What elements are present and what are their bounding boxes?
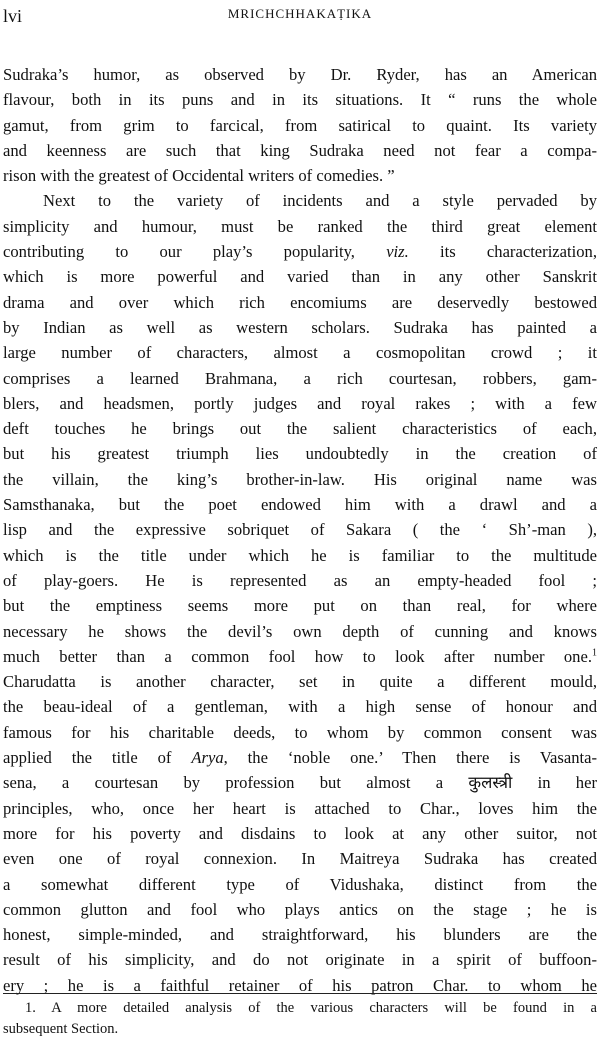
- text-line: large number of characters, almost a cosmopolitan crowd ; it: [3, 343, 597, 363]
- text-run: , the ‘noble one.’ Then there is Vasanta-: [223, 748, 598, 768]
- text-line: [3, 239, 597, 264]
- text-line: lisp and the expressive sobriquet of Sakara ( the ‘ Sh’-man ),: [3, 520, 597, 540]
- text-line: result of his simplicity, and do not originate in a spirit of buffoon-: [3, 950, 597, 970]
- paragraph-2: [3, 188, 597, 998]
- text-line: flavour, both in its puns and in its situations. It “ runs the whole: [3, 90, 597, 110]
- text-line: drama and over which rich encomiums are deservedly bestowed: [3, 292, 597, 312]
- text-line: even one of royal connexion. In Maitreya Sudraka has created: [3, 849, 597, 869]
- footnote-line: subsequent Section.: [3, 1021, 119, 1037]
- footnote: [3, 998, 597, 1040]
- text-line: Next to the variety of incidents and a style pervaded by: [43, 191, 597, 211]
- text-line: of play-goers. He is represented as an empty-headed fool ;: [3, 570, 597, 590]
- text-line: common glutton and fool who plays antics on the stage ; he is: [3, 899, 597, 919]
- footnote-marker: 1: [592, 647, 597, 659]
- text-line: the villain, the king’s brother-in-law. His original name was: [3, 469, 597, 489]
- text-line: principles, who, once her heart is attached to Char., loves him the: [3, 798, 597, 818]
- text-line: Sudraka’s humor, as observed by Dr. Ryder, has an American: [3, 65, 597, 84]
- running-title: MRICHCHHAKAṬIKA: [227, 6, 373, 21]
- text-line: [3, 644, 597, 669]
- text-line: famous for his charitable deeds, to whom by common consent was: [3, 722, 597, 742]
- text-line: Samsthanaka, but the poet endowed him with a drawl and a: [3, 495, 597, 515]
- italic-word: Arya: [191, 748, 224, 768]
- text-line: which is more powerful and varied than in any other Sanskrit: [3, 267, 597, 287]
- text-run: contributing to our play’s popularity,: [3, 242, 387, 262]
- body-text: [3, 62, 597, 998]
- text-line: but his greatest triumph lies undoubtedly in the creation of: [3, 444, 597, 464]
- italic-word: viz.: [386, 242, 409, 262]
- text-run: much better than a common fool how to look after number one.: [3, 646, 592, 666]
- text-line: simplicity and humour, must be ranked the third great element: [3, 216, 597, 236]
- footnote-line: 1. A more detailed analysis of the various characters will be found in a: [25, 1000, 597, 1016]
- book-page: [3, 0, 597, 1049]
- text-line: gamut, from grim to farcical, from satirical to quaint. Its variety: [3, 115, 597, 135]
- text-line: comprises a learned Brahmana, a rich courtesan, robbers, gam-: [3, 368, 597, 388]
- text-line: [3, 745, 597, 770]
- text-run: applied the title of: [3, 748, 192, 768]
- text-line: deft touches he brings out the salient characteristics of each,: [3, 419, 597, 439]
- text-line: rison with the greatest of Occidental writers of comedies. ”: [3, 166, 395, 186]
- text-line: by Indian as well as western scholars. Sudraka has painted a: [3, 317, 597, 337]
- page-header: [3, 4, 597, 30]
- paragraph-1: [3, 62, 597, 188]
- text-line: and keenness are such that king Sudraka need not fear a compa-: [3, 140, 597, 160]
- text-line: the beau-ideal of a gentleman, with a high sense of honour and: [3, 697, 597, 717]
- text-line: more for his poverty and disdains to look at any other suitor, not: [3, 823, 597, 843]
- text-line: which is the title under which he is familiar to the multitude: [3, 545, 597, 565]
- text-line: Charudatta is another character, set in quite a different mould,: [3, 672, 597, 692]
- text-line: but the emptiness seems more put on than real, for where: [3, 596, 597, 616]
- text-line: honest, simple-minded, and straightforward, his blunders are the: [3, 925, 597, 945]
- text-line: necessary he shows the devil’s own depth of cunning and knows: [3, 621, 597, 641]
- footnote-divider: [3, 993, 597, 994]
- page-number: lvi: [3, 6, 23, 26]
- text-line: blers, and headsmen, portly judges and royal rakes ; with a few: [3, 393, 597, 413]
- text-line: sena, a courtesan by profession but almost a कुलस्त्री in her: [3, 773, 597, 793]
- text-line: ery ; he is a faithful retainer of his patron Char. to whom he: [3, 975, 597, 995]
- text-line: a somewhat different type of Vidushaka, distinct from the: [3, 874, 597, 894]
- text-run: its characterization,: [408, 242, 597, 262]
